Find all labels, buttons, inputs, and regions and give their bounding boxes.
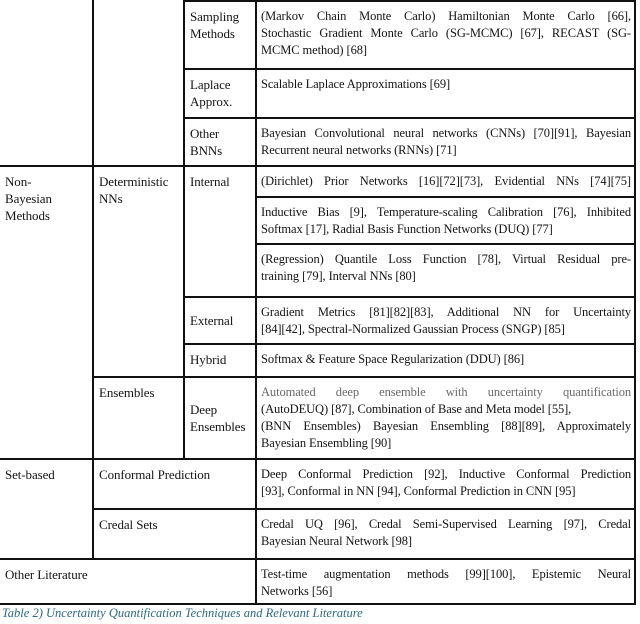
row-label-deep-ensembles (183, 376, 255, 458)
text-line: [84][42], Spectral-Normalized Gaussian Process (SNGP) [85] (261, 322, 565, 336)
text-line: (BNN Ensembles) Bayesian Ensembling [88][89], Approximately (261, 419, 631, 433)
cell-hybrid-content (255, 343, 634, 376)
cell-internal-content-3 (255, 243, 634, 296)
label-line: Non- (5, 174, 32, 189)
cell-external-content (255, 296, 634, 343)
label-line: External (190, 313, 234, 328)
label-line: BNNs (190, 143, 223, 158)
text-line: Recurrent neural networks (RNNs) [71] (261, 143, 457, 157)
text-line: Networks [56] (261, 584, 333, 598)
label-line: Set-based (5, 467, 55, 482)
label-line: Methods (5, 208, 50, 223)
text-line: (Dirichlet) Prior Networks [16][72][73], Evidential NNs [74][75] (261, 174, 631, 188)
label-line: Ensembles (190, 419, 246, 434)
text-line: (Regression) Quantile Loss Function [78], Virtual Residual pre- (261, 252, 631, 266)
label-line: Conformal Prediction (99, 467, 211, 482)
text-line: Bayesian Convolutional neural networks (CNNs) [70][91], Bayesian (261, 126, 631, 140)
row-label-other-bnns (183, 117, 255, 165)
label-line: Approx. (190, 94, 233, 109)
cell-credal-content (255, 508, 634, 558)
section-label-other-literature (0, 558, 255, 603)
group-label-ensembles (92, 376, 183, 458)
text-line: Credal UQ [96], Credal Semi-Supervised Learning [97], Credal (261, 517, 631, 531)
text-line: Softmax [17], Radial Basis Function Networks (DUQ) [77] (261, 222, 553, 236)
label-line: Other (190, 126, 220, 141)
label-line: Ensembles (99, 385, 155, 400)
label-line: Deep (190, 402, 218, 417)
cell-conformal-content (255, 458, 634, 508)
label-line: Deterministic (99, 174, 169, 189)
text-line: Inductive Bias [9], Temperature-scaling Calibration [76], Inhibited (261, 205, 631, 219)
text-line: Softmax & Feature Space Regularization (DDU) [86] (261, 352, 525, 366)
row-label-external (183, 296, 255, 343)
row-label-internal (183, 165, 255, 296)
label-line: Hybrid (190, 352, 227, 367)
text-line: Test-time augmentation methods [99][100], Epistemic Neural (261, 567, 631, 581)
row-label-credal-sets (92, 508, 255, 558)
row-label-conformal-prediction (92, 458, 255, 508)
table-caption: Table 2) Uncertainty Quantification Techniques and Relevant Literature (2, 606, 363, 620)
row-label-laplace-approx (183, 68, 255, 117)
cell-laplace-content (255, 68, 634, 117)
text-line: Gradient Metrics [81][82][83], Additional NN for Uncertainty (261, 305, 631, 319)
text-line: Automated deep ensemble with uncertainty quantification (261, 385, 631, 399)
section-label-non-bayesian-methods (0, 165, 92, 458)
text-line: Stochastic Gradient Monte Carlo (SG-MCMC) [67], RECAST (SG- (261, 26, 631, 40)
group-label-deterministic-nns (92, 165, 183, 376)
label-line: Bayesian (5, 191, 52, 206)
label-line: Credal Sets (99, 517, 158, 532)
text-line: Scalable Laplace Approximations [69] (261, 77, 451, 91)
text-line: training [79], Interval NNs [80] (261, 269, 416, 283)
label-line: Sampling (190, 9, 240, 24)
section-label-set-based (0, 458, 92, 558)
label-line: NNs (99, 191, 123, 206)
table-right-border (634, 0, 636, 605)
cell-other-literature-content (255, 558, 634, 603)
cell-deep-ensembles-content (255, 376, 634, 458)
cell-other-bnns-content (255, 117, 634, 165)
cell-continuation-col2 (92, 0, 183, 165)
label-line: Methods (190, 26, 235, 41)
table-bottom-border (0, 603, 636, 605)
text-line: Bayesian Ensembling [90] (261, 436, 392, 450)
text-line: Bayesian Neural Network [98] (261, 534, 412, 548)
text-line: [93], Conformal in NN [94], Conformal Prediction in CNN [95] (261, 484, 576, 498)
label-line: Laplace (190, 77, 231, 92)
cell-sampling-content (255, 0, 634, 68)
text-line: (AutoDEUQ) [87], Combination of Base and Meta model [55], (261, 402, 572, 416)
label-line: Other Literature (5, 567, 88, 582)
row-label-hybrid (183, 343, 255, 376)
label-line: Internal (190, 174, 230, 189)
text-line: MCMC method) [68] (261, 43, 367, 57)
text-line: Deep Conformal Prediction [92], Inductive Conformal Prediction (261, 467, 631, 481)
cell-internal-content-1 (255, 165, 634, 196)
cell-continuation-col1 (0, 0, 92, 165)
cell-internal-content-2 (255, 196, 634, 243)
text-line: (Markov Chain Monte Carlo) Hamiltonian Monte Carlo [66], (261, 9, 631, 23)
row-label-sampling-methods (183, 0, 255, 68)
